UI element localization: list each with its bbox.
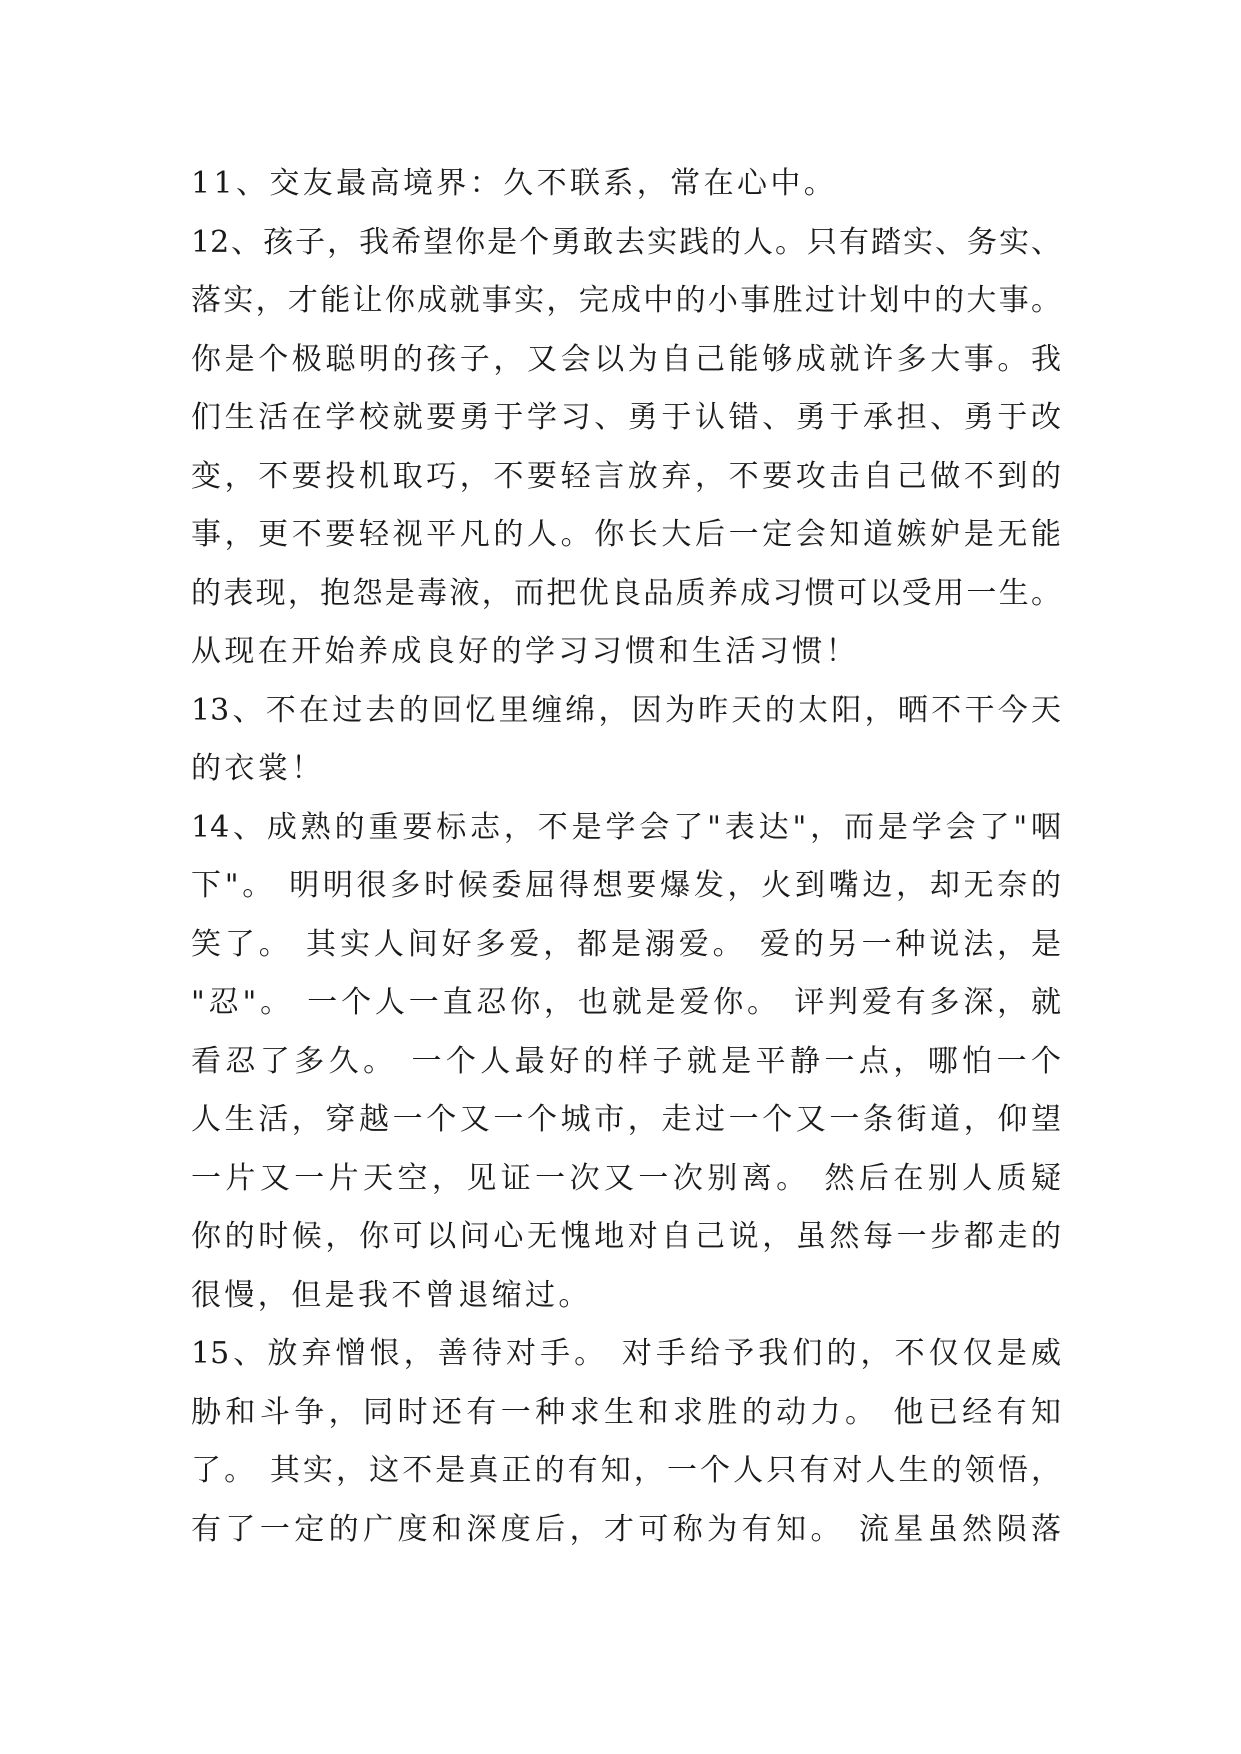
text-line: "忍"。 一个人一直忍你，也就是爱你。 评判爱有多深，就	[191, 985, 1061, 1020]
text-line: 你是个极聪明的孩子，又会以为自己能够成就许多大事。我	[191, 341, 1061, 377]
text-line: 11、交友最高境界：久不联系，常在心中。	[191, 166, 838, 201]
text-line: 的表现，抱怨是毒液，而把优良品质养成习惯可以受用一生。	[191, 575, 1061, 611]
text-line: 有了一定的广度和深度后，才可称为有知。 流星虽然陨落	[191, 1511, 1061, 1547]
text-line: 事，更不要轻视平凡的人。你长大后一定会知道嫉妒是无能	[191, 517, 1061, 552]
text-line: 你的时候，你可以问心无愧地对自己说，虽然每一步都走的	[191, 1219, 1061, 1254]
text-line: 们生活在学校就要勇于学习、勇于认错、勇于承担、勇于改	[191, 400, 1061, 435]
text-line: 人生活，穿越一个又一个城市，走过一个又一条街道，仰望	[191, 1102, 1061, 1137]
text-line: 13、不在过去的回忆里缠绵，因为昨天的太阳，晒不干今天	[191, 692, 1061, 728]
text-line: 从现在开始养成良好的学习习惯和生活习惯！	[191, 634, 859, 669]
text-line: 变，不要投机取巧，不要轻言放弃，不要攻击自己做不到的	[191, 458, 1061, 494]
text-line: 胁和斗争，同时还有一种求生和求胜的动力。 他已经有知	[191, 1394, 1061, 1430]
document-body	[191, 155, 1061, 1559]
text-line: 的衣裳！	[191, 751, 325, 786]
text-line: 一片又一片天空，见证一次又一次别离。 然后在别人质疑	[191, 1160, 1061, 1196]
text-line: 笑了。 其实人间好多爱，都是溺爱。 爱的另一种说法，是	[191, 926, 1061, 962]
text-line: 了。 其实，这不是真正的有知，一个人只有对人生的领悟，	[191, 1453, 1061, 1488]
text-line: 14、成熟的重要标志，不是学会了"表达"，而是学会了"咽	[191, 809, 1061, 845]
text-line: 很慢，但是我不曾退缩过。	[191, 1277, 592, 1313]
text-line: 落实，才能让你成就事实，完成中的小事胜过计划中的大事。	[191, 283, 1061, 318]
text-line: 12、孩子，我希望你是个勇敢去实践的人。只有踏实、务实、	[191, 224, 1061, 260]
text-line: 看忍了多久。 一个人最好的样子就是平静一点，哪怕一个	[191, 1043, 1061, 1079]
text-line: 15、放弃憎恨，善待对手。 对手给予我们的，不仅仅是威	[191, 1336, 1061, 1371]
text-line: 下"。 明明很多时候委屈得想要爆发，火到嘴边，却无奈的	[191, 868, 1061, 903]
